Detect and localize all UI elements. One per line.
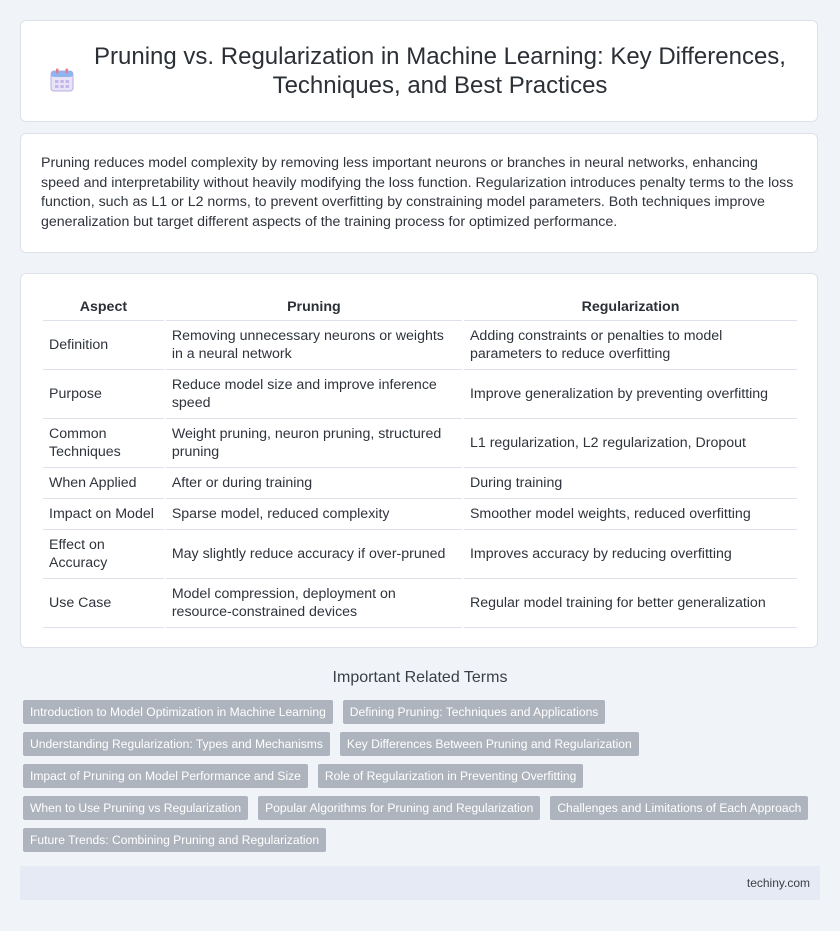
- table-cell-aspect: Definition: [43, 320, 164, 369]
- table-cell-aspect: Use Case: [43, 578, 164, 628]
- table-cell-regularization: Smoother model weights, reduced overfitting: [464, 498, 797, 529]
- table-row: [43, 320, 797, 369]
- table-row: [43, 578, 797, 628]
- table-cell-regularization: L1 regularization, L2 regularization, Dropout: [464, 418, 797, 467]
- footer-site-link[interactable]: techiny.com: [746, 876, 810, 890]
- related-terms-heading: Important Related Terms: [332, 669, 508, 686]
- table-row: [43, 418, 797, 467]
- title-wrap: [39, 42, 799, 100]
- related-term-tag[interactable]: When to Use Pruning vs Regularization: [23, 796, 248, 820]
- related-term-tag[interactable]: Impact of Pruning on Model Performance and Size: [23, 764, 308, 788]
- related-term-tag[interactable]: Defining Pruning: Techniques and Applications: [343, 700, 606, 724]
- header-pruning: Pruning: [287, 299, 341, 315]
- related-term-tag[interactable]: Introduction to Model Optimization in Machine Learning: [23, 700, 333, 724]
- table-cell-regularization: Improve generalization by preventing overfitting: [464, 369, 797, 418]
- table-cell-pruning: May slightly reduce accuracy if over-pruned: [166, 529, 462, 578]
- table-cell-regularization: Adding constraints or penalties to model parameters to reduce overfitting: [464, 320, 797, 369]
- table-cell-regularization: Regular model training for better generalization: [464, 578, 797, 628]
- table-cell-aspect: When Applied: [43, 467, 164, 498]
- table-row: [43, 529, 797, 578]
- page-title: Pruning vs. Regularization in Machine Learning: Key Differences, Techniques, and Best Practices: [94, 43, 786, 99]
- related-term-tag[interactable]: Key Differences Between Pruning and Regularization: [340, 732, 639, 756]
- comparison-table: [41, 294, 799, 628]
- related-term-tag[interactable]: Future Trends: Combining Pruning and Regularization: [23, 828, 326, 852]
- footer: [20, 866, 820, 900]
- intro-paragraph: Pruning reduces model complexity by removing less important neurons or branches in neural networks, enhancing speed and interpretability without heavily modifying the loss function. Regularization introduces penalty terms to the loss function, such as L1 or L2 norms, to prevent overfitting by constraining model parameters. Both techniques improve generalization but target different aspects of the training process for optimized performance.: [41, 155, 794, 230]
- table-cell-aspect: Impact on Model: [43, 498, 164, 529]
- table-cell-pruning: Removing unnecessary neurons or weights in a neural network: [166, 320, 462, 369]
- related-term-tag[interactable]: Understanding Regularization: Types and Mechanisms: [23, 732, 330, 756]
- table-cell-regularization: Improves accuracy by reducing overfitting: [464, 529, 797, 578]
- related-terms-tags: [20, 700, 820, 860]
- table-row: [43, 467, 797, 498]
- header-regularization: Regularization: [581, 299, 680, 315]
- table-cell-pruning: Reduce model size and improve inference speed: [166, 369, 462, 418]
- table-cell-aspect: Common Techniques: [43, 418, 164, 467]
- table-cell-pruning: Model compression, deployment on resource-constrained devices: [166, 578, 462, 628]
- table-row: [43, 369, 797, 418]
- related-term-tag[interactable]: Challenges and Limitations of Each Approach: [550, 796, 808, 820]
- calendar-icon: [48, 66, 76, 94]
- table-cell-pruning: After or during training: [166, 467, 462, 498]
- table-row: [43, 498, 797, 529]
- table-cell-regularization: During training: [464, 467, 797, 498]
- related-terms-section: [20, 668, 820, 860]
- comparison-table-card: [20, 273, 818, 648]
- header-aspect: Aspect: [79, 299, 128, 315]
- title-card: [20, 20, 818, 122]
- table-cell-aspect: Purpose: [43, 369, 164, 418]
- table-cell-pruning: Sparse model, reduced complexity: [166, 498, 462, 529]
- table-header-row: [43, 294, 797, 320]
- table-cell-pruning: Weight pruning, neuron pruning, structured pruning: [166, 418, 462, 467]
- table-cell-aspect: Effect on Accuracy: [43, 529, 164, 578]
- intro-card: [20, 133, 818, 253]
- related-term-tag[interactable]: Role of Regularization in Preventing Overfitting: [318, 764, 583, 788]
- related-term-tag[interactable]: Popular Algorithms for Pruning and Regularization: [258, 796, 540, 820]
